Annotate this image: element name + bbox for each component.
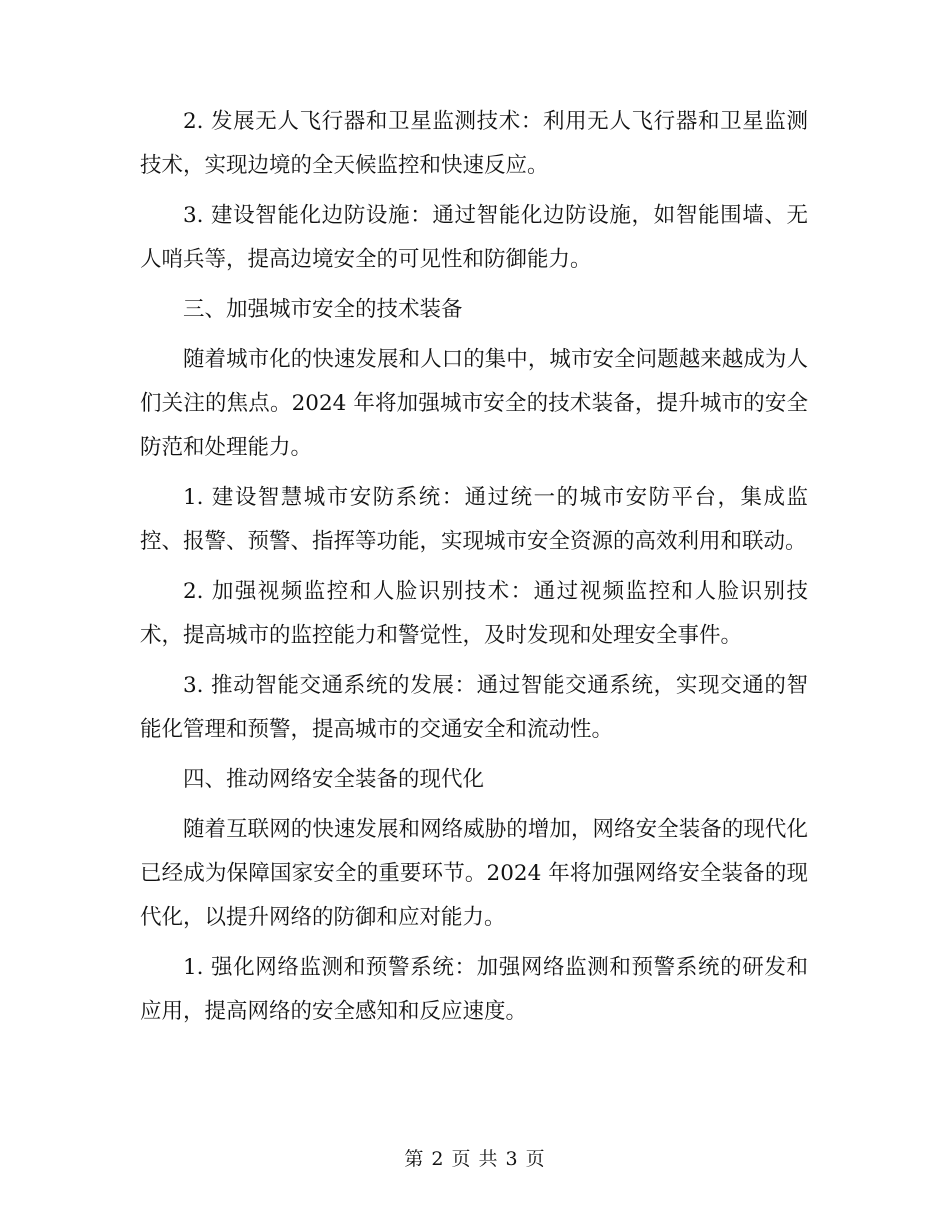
paragraph: 随着城市化的快速发展和人口的集中，城市安全问题越来越成为人们关注的焦点。2024 年将加强城市安全的技术装备，提升城市的安全防范和处理能力。 [140,347,808,460]
paragraph: 1. 强化网络监测和预警系统：加强网络监测和预警系统的研发和应用，提高网络的安全感知和反应速度。 [140,955,808,1024]
page-number-footer: 第 2 页 共 3 页 [404,1148,546,1170]
paragraph: 3. 建设智能化边防设施：通过智能化边防设施，如智能围墙、无人哨兵等，提高边境安全的可见性和防御能力。 [140,203,808,272]
paragraph: 随着互联网的快速发展和网络威胁的增加，网络安全装备的现代化已经成为保障国家安全的重要环节。2024 年将加强网络安全装备的现代化，以提升网络的防御和应对能力。 [140,817,808,930]
document-body [140,100,808,1040]
paragraph: 1. 建设智慧城市安防系统：通过统一的城市安防平台，集成监控、报警、预警、指挥等功能，实现城市安全资源的高效利用和联动。 [140,485,808,554]
section-heading: 四、推动网络安全装备的现代化 [183,767,485,792]
section-heading: 三、加强城市安全的技术装备 [183,297,463,322]
paragraph: 3. 推动智能交通系统的发展：通过智能交通系统，实现交通的智能化管理和预警，提高城市的交通安全和流动性。 [140,673,808,742]
paragraph: 2. 加强视频监控和人脸识别技术：通过视频监控和人脸识别技术，提高城市的监控能力和警觉性，及时发现和处理安全事件。 [140,579,808,648]
paragraph: 2. 发展无人飞行器和卫星监测技术：利用无人飞行器和卫星监测技术，实现边境的全天候监控和快速反应。 [140,109,808,178]
